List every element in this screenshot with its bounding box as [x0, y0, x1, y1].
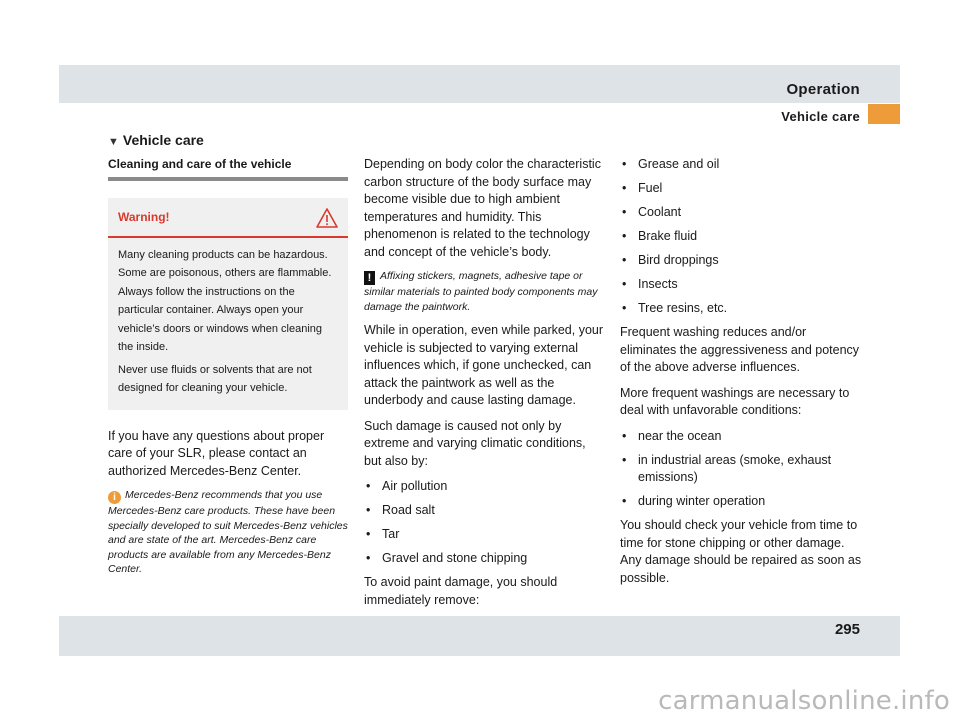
check-paragraph: You should check your vehicle from time to time for stone chipping or other damage. Any damage should be repaired as soon as possible.	[620, 518, 862, 585]
header-band	[59, 65, 900, 103]
caution-note	[364, 269, 604, 314]
warning-header	[108, 198, 348, 238]
list-item: • Coolant	[620, 204, 865, 222]
warning-title: Warning!	[118, 209, 170, 224]
subheading: Cleaning and care of the vehicle	[108, 157, 292, 171]
frequent-washing-paragraph: More frequent washings are necessary to deal with unfavorable conditions:	[620, 385, 850, 417]
section-heading-text: Vehicle care	[122, 132, 204, 148]
column-2	[364, 156, 604, 617]
list-item: • Tree resins, etc.	[620, 300, 865, 318]
conditions-list	[620, 428, 865, 511]
triangle-down-icon: ▼	[108, 136, 119, 148]
footer-band	[59, 616, 900, 656]
list-item: • Bird droppings	[620, 252, 865, 270]
list-item: • Air pollution	[364, 478, 604, 496]
body-color-paragraph: Depending on body color the characteristic carbon structure of the body surface may become visible due to high ambient temperatures and humidity. This phenomenon is related to the technology and concept of the vehicle’s body.	[364, 157, 601, 259]
column-1	[108, 156, 348, 585]
header-subsection-title: Vehicle care	[781, 109, 860, 124]
divider-rule	[108, 177, 348, 181]
remove-paragraph: To avoid paint damage, you should immediately remove:	[364, 575, 558, 607]
list-item: • during winter operation	[620, 493, 865, 511]
washing-paragraph: Frequent washing reduces and/or eliminates the aggressiveness and potency of the above adverse influences.	[620, 325, 860, 374]
list-item: • Insects	[620, 276, 865, 294]
warning-paragraph: Many cleaning products can be hazardous. Some are poisonous, others are flammable. Always follow the instructions on the particular container. Always open your vehicle’s doors or windows when cleaning the inside.	[118, 248, 332, 353]
section-heading	[108, 132, 204, 148]
questions-paragraph: If you have any questions about proper care of your SLR, please contact an authorized Mercedes-Benz Center.	[108, 428, 325, 478]
list-item: • Brake fluid	[620, 228, 865, 246]
remove-list	[620, 156, 865, 318]
damage-paragraph: Such damage is caused not only by extreme and varying climatic conditions, but also by:	[364, 418, 586, 468]
watermark-text: carmanualsonline.info	[658, 686, 950, 716]
list-item: • near the ocean	[620, 428, 865, 446]
section-tab-marker	[868, 104, 900, 124]
warning-paragraph: Never use fluids or solvents that are not designed for cleaning your vehicle.	[118, 363, 312, 394]
warning-box	[108, 198, 348, 410]
info-note-text: Mercedes-Benz recommends that you use Mercedes-Benz care products. These have been specially developed to suit Mercedes-Benz vehicles and are state of the art. Mercedes-Benz care products are available from any Mercedes-Benz Center.	[108, 489, 348, 575]
causes-list	[364, 478, 604, 568]
page-number: 295	[834, 621, 860, 638]
warning-triangle-icon	[316, 208, 338, 228]
list-item: • Road salt	[364, 502, 604, 520]
warning-body	[108, 238, 348, 410]
header-section-title: Operation	[786, 81, 860, 98]
list-item: • Fuel	[620, 180, 865, 198]
caution-note-text: Affixing stickers, magnets, adhesive tape or similar materials to painted body components may damage the paintwork.	[364, 270, 598, 313]
column-3	[620, 156, 865, 595]
list-item: • Grease and oil	[620, 156, 865, 174]
list-item: • Tar	[364, 526, 604, 544]
list-item: • Gravel and stone chipping	[364, 550, 604, 568]
operation-paragraph: While in operation, even while parked, your vehicle is subjected to varying external influences which, if gone unchecked, can attack the paintwork as well as the underbody and cause lasting damage.	[364, 323, 604, 407]
list-item: • in industrial areas (smoke, exhaust emissions)	[620, 452, 865, 487]
info-icon: i	[108, 491, 121, 504]
info-note	[108, 488, 348, 577]
exclamation-icon: !	[364, 271, 375, 285]
